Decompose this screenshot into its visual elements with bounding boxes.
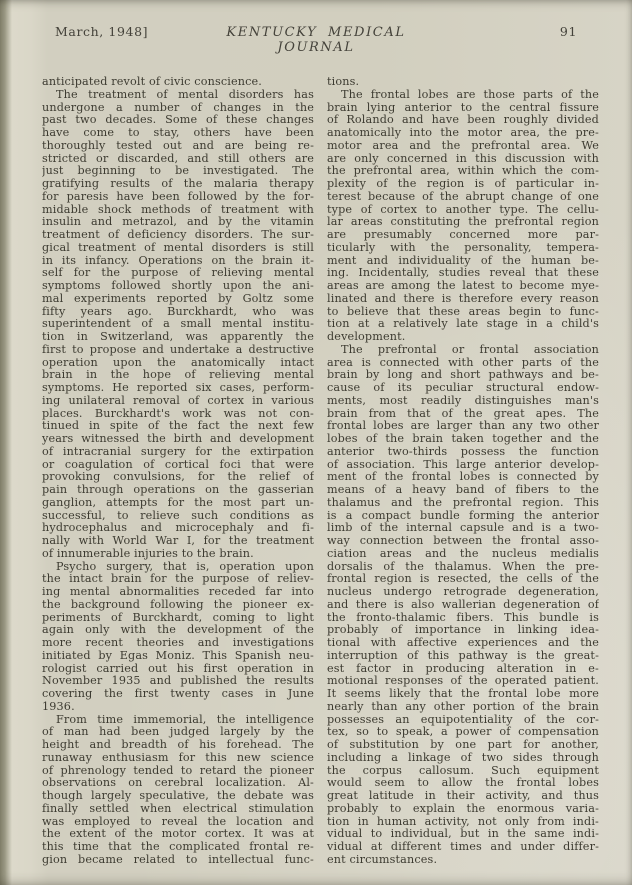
text-line: hydrocephalus and microcephaly and fi- xyxy=(42,522,314,535)
text-line: and there is also wallerian degeneration of xyxy=(327,598,599,611)
text-line: ticularly with the personality, tempera- xyxy=(327,241,599,254)
two-column-text xyxy=(42,76,599,867)
running-header xyxy=(42,24,599,55)
text-line: possesses an equipotentiality of the cor- xyxy=(327,713,599,726)
text-line: covering the first twenty cases in June xyxy=(42,688,314,700)
text-line: height and breadth of his forehead. The xyxy=(42,739,314,751)
text-line: thalamus and the prefrontal region. This xyxy=(327,496,599,509)
text-line: Psycho surgery, that is, operation upon xyxy=(56,560,314,573)
text-line: brain by long and short pathways and be- xyxy=(327,369,599,382)
text-line: The treatment of mental disorders has xyxy=(56,88,314,101)
text-line: The frontal lobes are those parts of the xyxy=(341,88,599,101)
text-line: ciation areas and the nucleus medialis xyxy=(327,547,599,560)
text-line: anatomically into the motor area, the pre- xyxy=(327,127,599,139)
text-line: anticipated revolt of civic conscience. xyxy=(42,76,263,88)
text-line: development. xyxy=(327,331,406,343)
text-line: areas are among the latest to become mye- xyxy=(327,280,599,292)
text-line: terest because of the abrupt change of one xyxy=(327,190,599,203)
text-line: frontal region is resected, the cells of the xyxy=(327,573,599,586)
text-line: It seems likely that the frontal lobe more xyxy=(327,688,599,700)
text-line: superintendent of a small mental institu- xyxy=(42,318,314,331)
text-line: of phrenology tended to retard the pioneer xyxy=(42,764,314,777)
text-line: midable shock methods of treatment with xyxy=(42,203,314,216)
issue-date: March, 1948] xyxy=(55,24,149,39)
text-line: the intact brain for the purpose of reliev- xyxy=(42,573,314,586)
text-line: ent circumstances. xyxy=(327,853,438,866)
text-line: more recent theories and investigations xyxy=(42,637,314,649)
text-line: the extent of the motor cortex. It was at xyxy=(42,828,314,841)
text-line: tions. xyxy=(327,76,360,88)
text-line: limb of the internal capsule and is a two- xyxy=(327,522,599,535)
text-line: ing mental abnormalities receded far into xyxy=(42,586,314,598)
text-line: brain in the hope of relieving mental xyxy=(42,369,314,382)
text-line: way connection between the frontal asso- xyxy=(327,535,599,547)
text-line: tinued in spite of the fact the next few xyxy=(42,420,314,433)
text-line: just beginning to be investigated. The xyxy=(42,165,314,178)
text-line: motor area and the prefrontal area. We xyxy=(327,139,599,152)
text-line: linated and there is therefore every reason xyxy=(327,292,599,305)
text-line: pain through operations on the gasserian xyxy=(42,484,314,496)
text-line: tex, so to speak, a power of compensation xyxy=(327,726,599,739)
text-line: tional with affective experiences and the xyxy=(327,637,599,649)
text-line: gratifying results of the malaria therapy xyxy=(42,178,314,190)
text-line: was employed to reveal the location and xyxy=(42,815,314,828)
text-line: brain from that of the great apes. The xyxy=(327,407,599,420)
text-line: though largely speculative, the debate was xyxy=(42,790,314,802)
text-line: is a compact bundle forming the anterior xyxy=(327,509,599,522)
text-line: the corpus callosum. Such equipment xyxy=(327,764,599,777)
text-line: ments, most readily distinguishes man's xyxy=(327,394,599,407)
text-line: the prefrontal area, within which the com- xyxy=(327,165,599,178)
text-line: or coagulation of cortical foci that were xyxy=(42,458,314,471)
text-line: this time that the complicated frontal re- xyxy=(42,841,314,853)
text-line: of man had been judged largely by the xyxy=(42,726,314,739)
text-line: first to propose and undertake a destructive xyxy=(42,343,314,356)
text-line: of Rolando and have been roughly divided xyxy=(327,114,599,127)
text-line: of intracranial surgery for the extirpation xyxy=(42,445,314,458)
text-line: past two decades. Some of these changes xyxy=(42,114,314,127)
text-line: operation upon the anatomically intact xyxy=(42,356,314,369)
text-line: est factor in producing alteration in e- xyxy=(327,662,599,675)
text-line: ment of the frontal lobes is connected by xyxy=(327,471,599,484)
text-line: frontal lobes are larger than any two other xyxy=(327,420,599,433)
page-body xyxy=(42,24,599,867)
text-line: motional responses of the operated patient. xyxy=(327,675,599,688)
text-column-right xyxy=(327,76,599,867)
text-line: periments of Burckhardt, coming to light xyxy=(42,611,314,624)
text-line: nally with World War I, for the treatment xyxy=(42,535,314,547)
text-line: ing. Incidentally, studies reveal that these xyxy=(327,267,599,280)
text-line: type of cortex to another type. The cellu- xyxy=(327,203,599,216)
text-line: symptoms followed shortly upon the ani- xyxy=(42,280,314,292)
text-line: thoroughly tested out and are being re- xyxy=(42,139,314,152)
text-line: would seem to allow the frontal lobes xyxy=(327,777,599,790)
text-line: places. Burckhardt's work was not con- xyxy=(42,407,314,420)
text-line: vidual to individual, but in the same indi- xyxy=(327,828,599,841)
page-number: 91 xyxy=(559,24,577,39)
text-line: tion in human activity, not only from indi- xyxy=(327,815,599,828)
text-line: in its infancy. Operations on the brain it- xyxy=(42,254,314,267)
text-line: insulin and metrazol, and by the vitamin xyxy=(42,216,314,229)
text-line: lar areas constituting the prefrontal region xyxy=(327,216,599,229)
text-line: probably of importance in linking idea- xyxy=(327,624,599,637)
text-line: gion became related to intellectual func- xyxy=(42,853,314,866)
text-line: self for the purpose of relieving mental xyxy=(42,267,314,280)
text-line: fifty years ago. Burckhardt, who was xyxy=(42,305,314,318)
text-line: of innumerable injuries to the brain. xyxy=(42,547,254,560)
text-line: brain lying anterior to the central fissure xyxy=(327,101,599,114)
text-line: the fronto-thalamic fibers. This bundle is xyxy=(327,611,599,624)
text-line: great latitude in their activity, and thus xyxy=(327,790,599,802)
text-line: lobes of the brain taken together and the xyxy=(327,433,599,445)
text-line: symptoms. He reported six cases, perform- xyxy=(42,382,314,394)
text-line: observations on cerebral localization. Al- xyxy=(42,777,314,790)
text-line: successful, to relieve such conditions as xyxy=(42,509,314,522)
text-line: dorsalis of the thalamus. When the pre- xyxy=(327,560,599,573)
text-line: 1936. xyxy=(42,700,75,713)
text-line: From time immemorial, the intelligence xyxy=(56,713,314,726)
text-line: interruption of this pathway is the great- xyxy=(327,649,599,662)
text-line: mal experiments reported by Goltz some xyxy=(42,292,314,305)
text-line: probably to explain the enormous varia- xyxy=(327,802,599,815)
text-line: ing unilateral removal of cortex in various xyxy=(42,394,314,407)
text-line: stricted or discarded, and still others are xyxy=(42,152,314,165)
text-line: gical treatment of mental disorders is still xyxy=(42,241,314,254)
text-line: ment and individuality of the human be- xyxy=(327,254,599,267)
text-line: means of a heavy band of fibers to the xyxy=(327,484,599,496)
text-line: are presumably concerned more par- xyxy=(327,229,599,241)
text-line: rologist carried out his first operation in xyxy=(42,662,314,675)
text-line: area is connected with other parts of the xyxy=(327,356,599,369)
text-line: nucleus undergo retrograde degeneration, xyxy=(327,586,599,598)
text-line: to believe that these areas begin to func- xyxy=(327,305,599,318)
text-line: of substitution by one part for another, xyxy=(327,739,599,751)
text-line: tion at a relatively late stage in a child's xyxy=(327,318,599,331)
text-line: treatment of deficiency disorders. The sur- xyxy=(42,229,314,241)
text-line: for paresis have been followed by the for- xyxy=(42,190,314,203)
text-line: undergone a number of changes in the xyxy=(42,101,314,114)
text-line: plexity of the region is of particular in- xyxy=(327,178,599,190)
text-line: initiated by Egas Moniz. This Spanish neu- xyxy=(42,649,314,662)
text-line: runaway enthusiasm for this new science xyxy=(42,751,314,764)
journal-title: KENTUCKY MEDICAL JOURNAL xyxy=(226,25,406,55)
text-column-left xyxy=(42,76,314,867)
text-line: November 1935 and published the results xyxy=(42,675,314,688)
text-line: vidual at different times and under differ- xyxy=(327,841,599,853)
text-line: finally settled when electrical stimulation xyxy=(42,802,314,815)
text-line: the background following the pioneer ex- xyxy=(42,598,314,611)
text-line: tion in Switzerland, was apparently the xyxy=(42,331,314,343)
text-line: nearly than any other portion of the brain xyxy=(327,700,599,713)
text-line: provoking convulsions, for the relief of xyxy=(42,471,314,484)
text-line: are only concerned in this discussion with xyxy=(327,152,599,165)
text-line: of association. This large anterior develop- xyxy=(327,458,599,471)
text-line: including a linkage of two sides through xyxy=(327,751,599,764)
text-line: have come to stay, others have been xyxy=(42,127,314,139)
text-line: again only with the development of the xyxy=(42,624,314,637)
text-line: anterior two-thirds possess the function xyxy=(327,445,599,458)
text-line: ganglion, attempts for the most part un- xyxy=(42,496,314,509)
text-line: years witnessed the birth and development xyxy=(42,433,314,445)
text-line: The prefrontal or frontal association xyxy=(341,343,599,356)
text-line: cause of its peculiar structural endow- xyxy=(327,382,599,394)
